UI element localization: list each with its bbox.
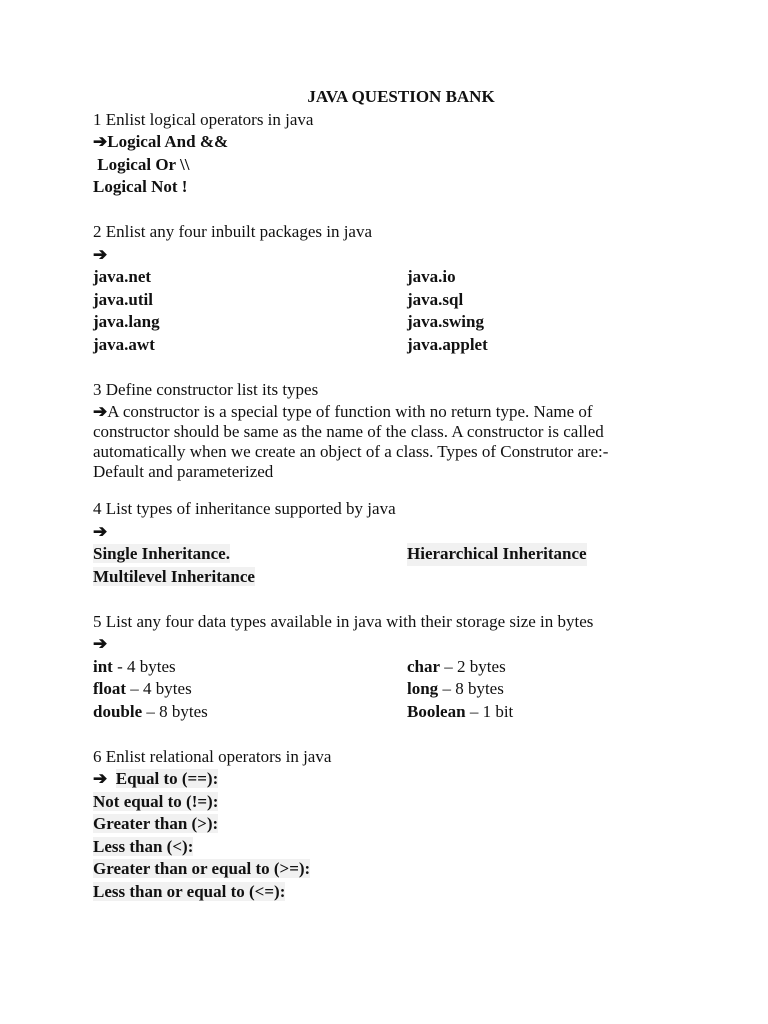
package-item: java.net: [93, 267, 152, 286]
operator-item: Greater than (>):: [93, 814, 219, 833]
package-row: [93, 289, 693, 312]
document-page: [93, 86, 693, 903]
inheritance-item: Multilevel Inheritance: [93, 566, 255, 586]
answer-item: Logical And &&: [107, 132, 229, 151]
answer-line: [93, 402, 693, 422]
spacer: [93, 723, 693, 746]
operator-line: [93, 858, 693, 881]
operator-item: Less than (<):: [93, 836, 194, 856]
operator-item: Greater than or equal to (>=):: [93, 859, 311, 878]
answer-item: Logical Or \\: [93, 154, 190, 174]
question-5: 5 List any four data types available in java with their storage size in bytes: [93, 611, 594, 631]
question-2: 2 Enlist any four inbuilt packages in java: [93, 222, 373, 241]
spacer: [93, 482, 693, 498]
package-item: java.swing: [407, 312, 484, 331]
package-item: java.lang: [93, 312, 160, 331]
answer-3-paragraph: [93, 402, 693, 482]
arrow-icon: ➔: [93, 634, 108, 653]
answer-line: Default and parameterized: [93, 462, 274, 481]
datatype-row: [93, 656, 693, 679]
operator-line: [93, 813, 693, 836]
page-title: JAVA QUESTION BANK: [307, 87, 495, 106]
operator-line: [93, 836, 693, 859]
arrow-icon: ➔: [93, 132, 108, 151]
inheritance-row: [93, 566, 693, 589]
answer-line: automatically when we create an object of a class. Types of Construtor are:-: [93, 442, 609, 461]
operator-item: Less than or equal to (<=):: [93, 881, 286, 901]
answer-line: constructor should be same as the name of the class. A constructor is called: [93, 422, 604, 441]
package-row: [93, 311, 693, 334]
answer-item: Logical Not !: [93, 177, 188, 196]
datatype-row: [93, 701, 693, 724]
question-4: 4 List types of inheritance supported by java: [93, 499, 396, 518]
datatype-item: long – 8 bytes: [407, 679, 504, 698]
datatype-item: Boolean – 1 bit: [407, 701, 514, 721]
operator-line: [93, 768, 693, 791]
answer-1-line: [93, 131, 693, 154]
operator-line: [93, 791, 693, 814]
datatype-item: double – 8 bytes: [93, 701, 208, 721]
package-item: java.sql: [407, 289, 464, 309]
arrow-icon: ➔: [93, 521, 108, 541]
operator-item: Not equal to (!=):: [93, 791, 219, 811]
arrow-icon: ➔: [93, 402, 108, 421]
answer-text: A constructor is a special type of function with no return type. Name of: [107, 402, 593, 421]
operator-line: [93, 881, 693, 904]
spacer: [93, 588, 693, 611]
spacer: [93, 199, 693, 222]
question-3: 3 Define constructor list its types: [93, 379, 319, 399]
package-item: java.applet: [407, 334, 488, 354]
question-6: 6 Enlist relational operators in java: [93, 746, 332, 766]
package-item: java.io: [407, 267, 456, 286]
datatype-row: [93, 678, 693, 701]
datatype-item: char – 2 bytes: [407, 656, 506, 676]
package-item: java.awt: [93, 334, 155, 354]
inheritance-row: [93, 543, 693, 566]
operator-item: Equal to (==):: [115, 769, 219, 788]
spacer: [93, 356, 693, 379]
package-row: [93, 334, 693, 357]
inheritance-item: Hierarchical Inheritance: [407, 543, 587, 566]
inheritance-item: Single Inheritance.: [93, 544, 230, 563]
question-1: 1 Enlist logical operators in java: [93, 109, 314, 129]
arrow-icon: ➔: [93, 244, 108, 264]
arrow-icon: ➔: [93, 769, 108, 788]
package-row: [93, 266, 693, 289]
datatype-item: float – 4 bytes: [93, 679, 192, 698]
package-item: java.util: [93, 289, 153, 309]
datatype-item: int - 4 bytes: [93, 656, 176, 676]
